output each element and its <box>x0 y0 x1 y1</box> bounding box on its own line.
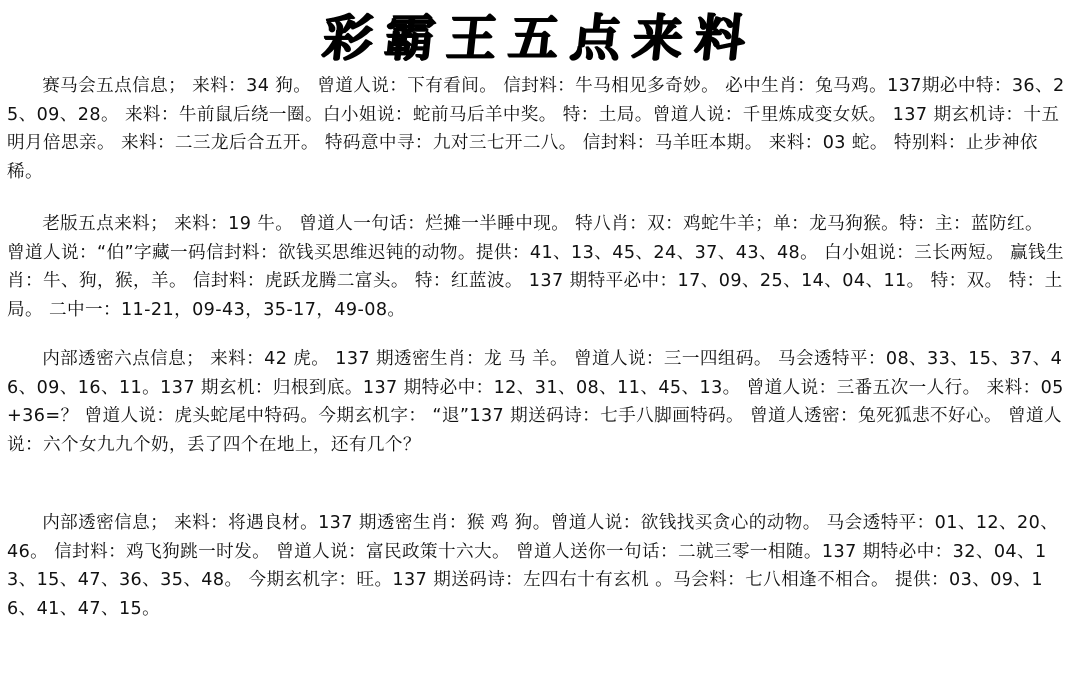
info-paragraph-saimahui: 赛马会五点信息； 来料：34 狗。 曾道人说：下有看间。 信封料：牛马相见多奇妙。 必中生肖：兔马鸡。137期必中特：36、25、09、28。 来料：牛前鼠后绕一圈。白小姐说：蛇前马后羊中奖。 特：土局。曾道人说：千里炼成变女妖。 137 期玄机诗：十五明月倍思亲。 来料：二三龙后合五开。 特码意中寻：九对三七开二八。 信封料：马羊旺本期。 来料：03 蛇。 特别料：止步神依稀。 <box>7 76 1065 182</box>
info-paragraph-neibu: 内部透密信息； 来料：将遇良材。137 期透密生肖：猴 鸡 狗。曾道人说：欲钱找买贪心的动物。 马会透特平：01、12、20、46。 信封料：鸡飞狗跳一时发。 曾道人说：富民政策十六大。 曾道人送你一句话：二就三零一相随。137 期特必中：32、04、13、15、47、36、35、48。 今期玄机字：旺。137 期送码诗：左四右十有玄机 。马会料：七八相逢不相合。 提供：03、09、16、41、47、15。 <box>7 513 1059 619</box>
info-paragraph-laoban: 老版五点来料； 来料：19 牛。 曾道人一句话：烂摊一半睡中现。 特八肖：双：鸡蛇牛羊；单：龙马狗猴。特：主：蓝防红。 曾道人说：“伯”字藏一码信封料：欲钱买思维迟钝的动物。提供：41、13、45、24、37、43、48。 白小姐说：三长两短。 赢钱生肖：牛、狗，猴，羊。 信封料：虎跃龙腾二富头。 特：红蓝波。 137 期特平必中：17、09、25、14、04、11。 特：双。 特：土局。 二中一：11-21，09-43，35-17，49-08。 <box>7 214 1065 320</box>
page-title: 彩霸王五点来料 <box>319 8 761 67</box>
info-paragraph-neibu-six: 内部透密六点信息； 来料：42 虎。 137 期透密生肖：龙 马 羊。 曾道人说：三一四组码。 马会透特平：08、33、15、37、46、09、16、11。137 期玄机：归根到底。137 期特必中：12、31、08、11、45、13。 曾道人说：三番五次一人行。 来料：05+36=？ 曾道人说：虎头蛇尾中特码。今期玄机字： “退”137 期送码诗：七手八脚画特码。 曾道人透密：兔死狐悲不好心。 曾道人说：六个女九九个奶，丢了四个在地上，还有几个？ <box>7 349 1064 455</box>
